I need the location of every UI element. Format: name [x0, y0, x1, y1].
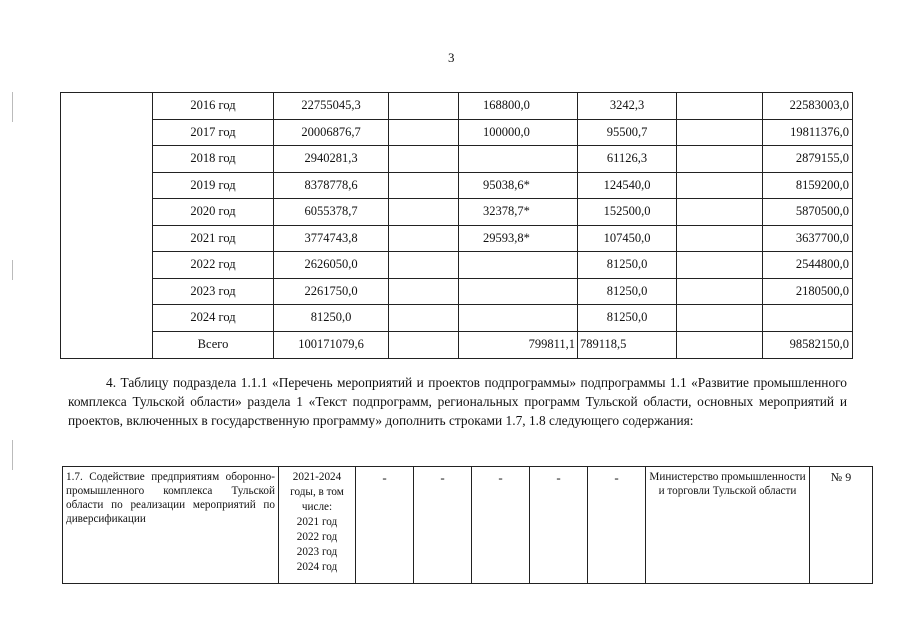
table-row	[61, 199, 853, 226]
total-cell: 3774743,8	[274, 225, 389, 252]
table-row	[61, 252, 853, 279]
cell: 81250,0	[578, 305, 677, 332]
table-row	[61, 172, 853, 199]
total-cell: 81250,0	[274, 305, 389, 332]
activities-table	[62, 466, 873, 584]
cell	[677, 305, 763, 332]
total-cell: 22755045,3	[274, 93, 389, 120]
activity-description: 1.7. Содействие предприятиям оборонно-промышленного комплекса Тульской области по реализации мероприятий по диверсификации	[63, 467, 279, 584]
table-row	[61, 146, 853, 173]
cell: 29593,8*	[459, 225, 578, 252]
period-line: числе:	[301, 501, 333, 513]
cell	[677, 93, 763, 120]
number-cell: № 9	[810, 467, 873, 584]
cell: 107450,0	[578, 225, 677, 252]
cell: 8159200,0	[763, 172, 853, 199]
cell	[677, 146, 763, 173]
cell	[389, 225, 459, 252]
margin-mark	[12, 440, 13, 470]
table-row	[61, 305, 853, 332]
cell	[677, 225, 763, 252]
cell	[389, 199, 459, 226]
cell: 2180500,0	[763, 278, 853, 305]
cell: 152500,0	[578, 199, 677, 226]
cell	[459, 305, 578, 332]
period-cell	[279, 467, 356, 584]
cell: 5870500,0	[763, 199, 853, 226]
dash-cell: -	[414, 467, 472, 584]
merged-first-column	[61, 93, 153, 359]
total-cell: 2626050,0	[274, 252, 389, 279]
cell: 81250,0	[578, 278, 677, 305]
cell	[459, 278, 578, 305]
year-cell: 2020 год	[153, 199, 274, 226]
year-cell: 2019 год	[153, 172, 274, 199]
dash-cell: -	[530, 467, 588, 584]
total-row	[61, 331, 853, 358]
year-cell: 2016 год	[153, 93, 274, 120]
year-cell: 2018 год	[153, 146, 274, 173]
period-line: 2021 год	[296, 516, 338, 528]
cell: 81250,0	[578, 252, 677, 279]
cell: 3637700,0	[763, 225, 853, 252]
total-cell: 8378778,6	[274, 172, 389, 199]
table-row	[61, 119, 853, 146]
margin-mark	[12, 260, 13, 280]
year-cell: 2022 год	[153, 252, 274, 279]
cell: 799811,1	[459, 331, 578, 358]
cell	[459, 146, 578, 173]
funding-table	[60, 92, 853, 359]
period-line: 2023 год	[296, 546, 338, 558]
table-row	[61, 278, 853, 305]
period-line: годы, в том	[290, 486, 344, 498]
total-cell: 20006876,7	[274, 119, 389, 146]
cell	[389, 172, 459, 199]
year-cell: 2024 год	[153, 305, 274, 332]
table-row	[63, 467, 873, 584]
cell	[389, 252, 459, 279]
cell	[677, 252, 763, 279]
table-row	[61, 93, 853, 120]
cell: 22583003,0	[763, 93, 853, 120]
cell: 124540,0	[578, 172, 677, 199]
page-number: 3	[448, 50, 455, 65]
total-label: Всего	[153, 331, 274, 358]
cell	[677, 278, 763, 305]
cell	[677, 199, 763, 226]
cell: 61126,3	[578, 146, 677, 173]
total-cell: 2261750,0	[274, 278, 389, 305]
cell	[389, 146, 459, 173]
cell: 168800,0	[459, 93, 578, 120]
cell	[677, 119, 763, 146]
cell: 3242,3	[578, 93, 677, 120]
cell	[389, 278, 459, 305]
cell	[459, 252, 578, 279]
dash-cell: -	[472, 467, 530, 584]
cell: 789118,5	[578, 331, 677, 358]
cell	[763, 305, 853, 332]
cell: 32378,7*	[459, 199, 578, 226]
total-cell: 100171079,6	[274, 331, 389, 358]
cell	[389, 119, 459, 146]
executor-cell: Министерство промышленности и торговли Тульской области	[646, 467, 810, 584]
period-line: 2022 год	[296, 531, 338, 543]
total-cell: 6055378,7	[274, 199, 389, 226]
margin-mark	[12, 92, 13, 122]
year-cell: 2023 год	[153, 278, 274, 305]
year-cell: 2017 год	[153, 119, 274, 146]
cell	[677, 172, 763, 199]
cell: 95038,6*	[459, 172, 578, 199]
cell	[677, 331, 763, 358]
cell	[389, 331, 459, 358]
table-row	[61, 225, 853, 252]
cell: 2879155,0	[763, 146, 853, 173]
cell: 19811376,0	[763, 119, 853, 146]
dash-cell: -	[588, 467, 646, 584]
cell: 95500,7	[578, 119, 677, 146]
year-cell: 2021 год	[153, 225, 274, 252]
cell	[389, 305, 459, 332]
cell: 100000,0	[459, 119, 578, 146]
period-line: 2021-2024	[292, 471, 342, 483]
dash-cell: -	[356, 467, 414, 584]
cell: 98582150,0	[763, 331, 853, 358]
amendment-paragraph: 4. Таблицу подраздела 1.1.1 «Перечень мероприятий и проектов подпрограммы» подпрограммы 1.1 «Развитие промышленного комплекса Тульской области» раздела 1 «Текст подпрограмм, региональных программ Тульской области, основных мероприятий и проектов, включенных в государственную программу» дополнить строками 1.7, 1.8 следующего содержания:	[68, 375, 847, 428]
cell	[389, 93, 459, 120]
cell: 2544800,0	[763, 252, 853, 279]
period-line: 2024 год	[296, 561, 338, 573]
total-cell: 2940281,3	[274, 146, 389, 173]
